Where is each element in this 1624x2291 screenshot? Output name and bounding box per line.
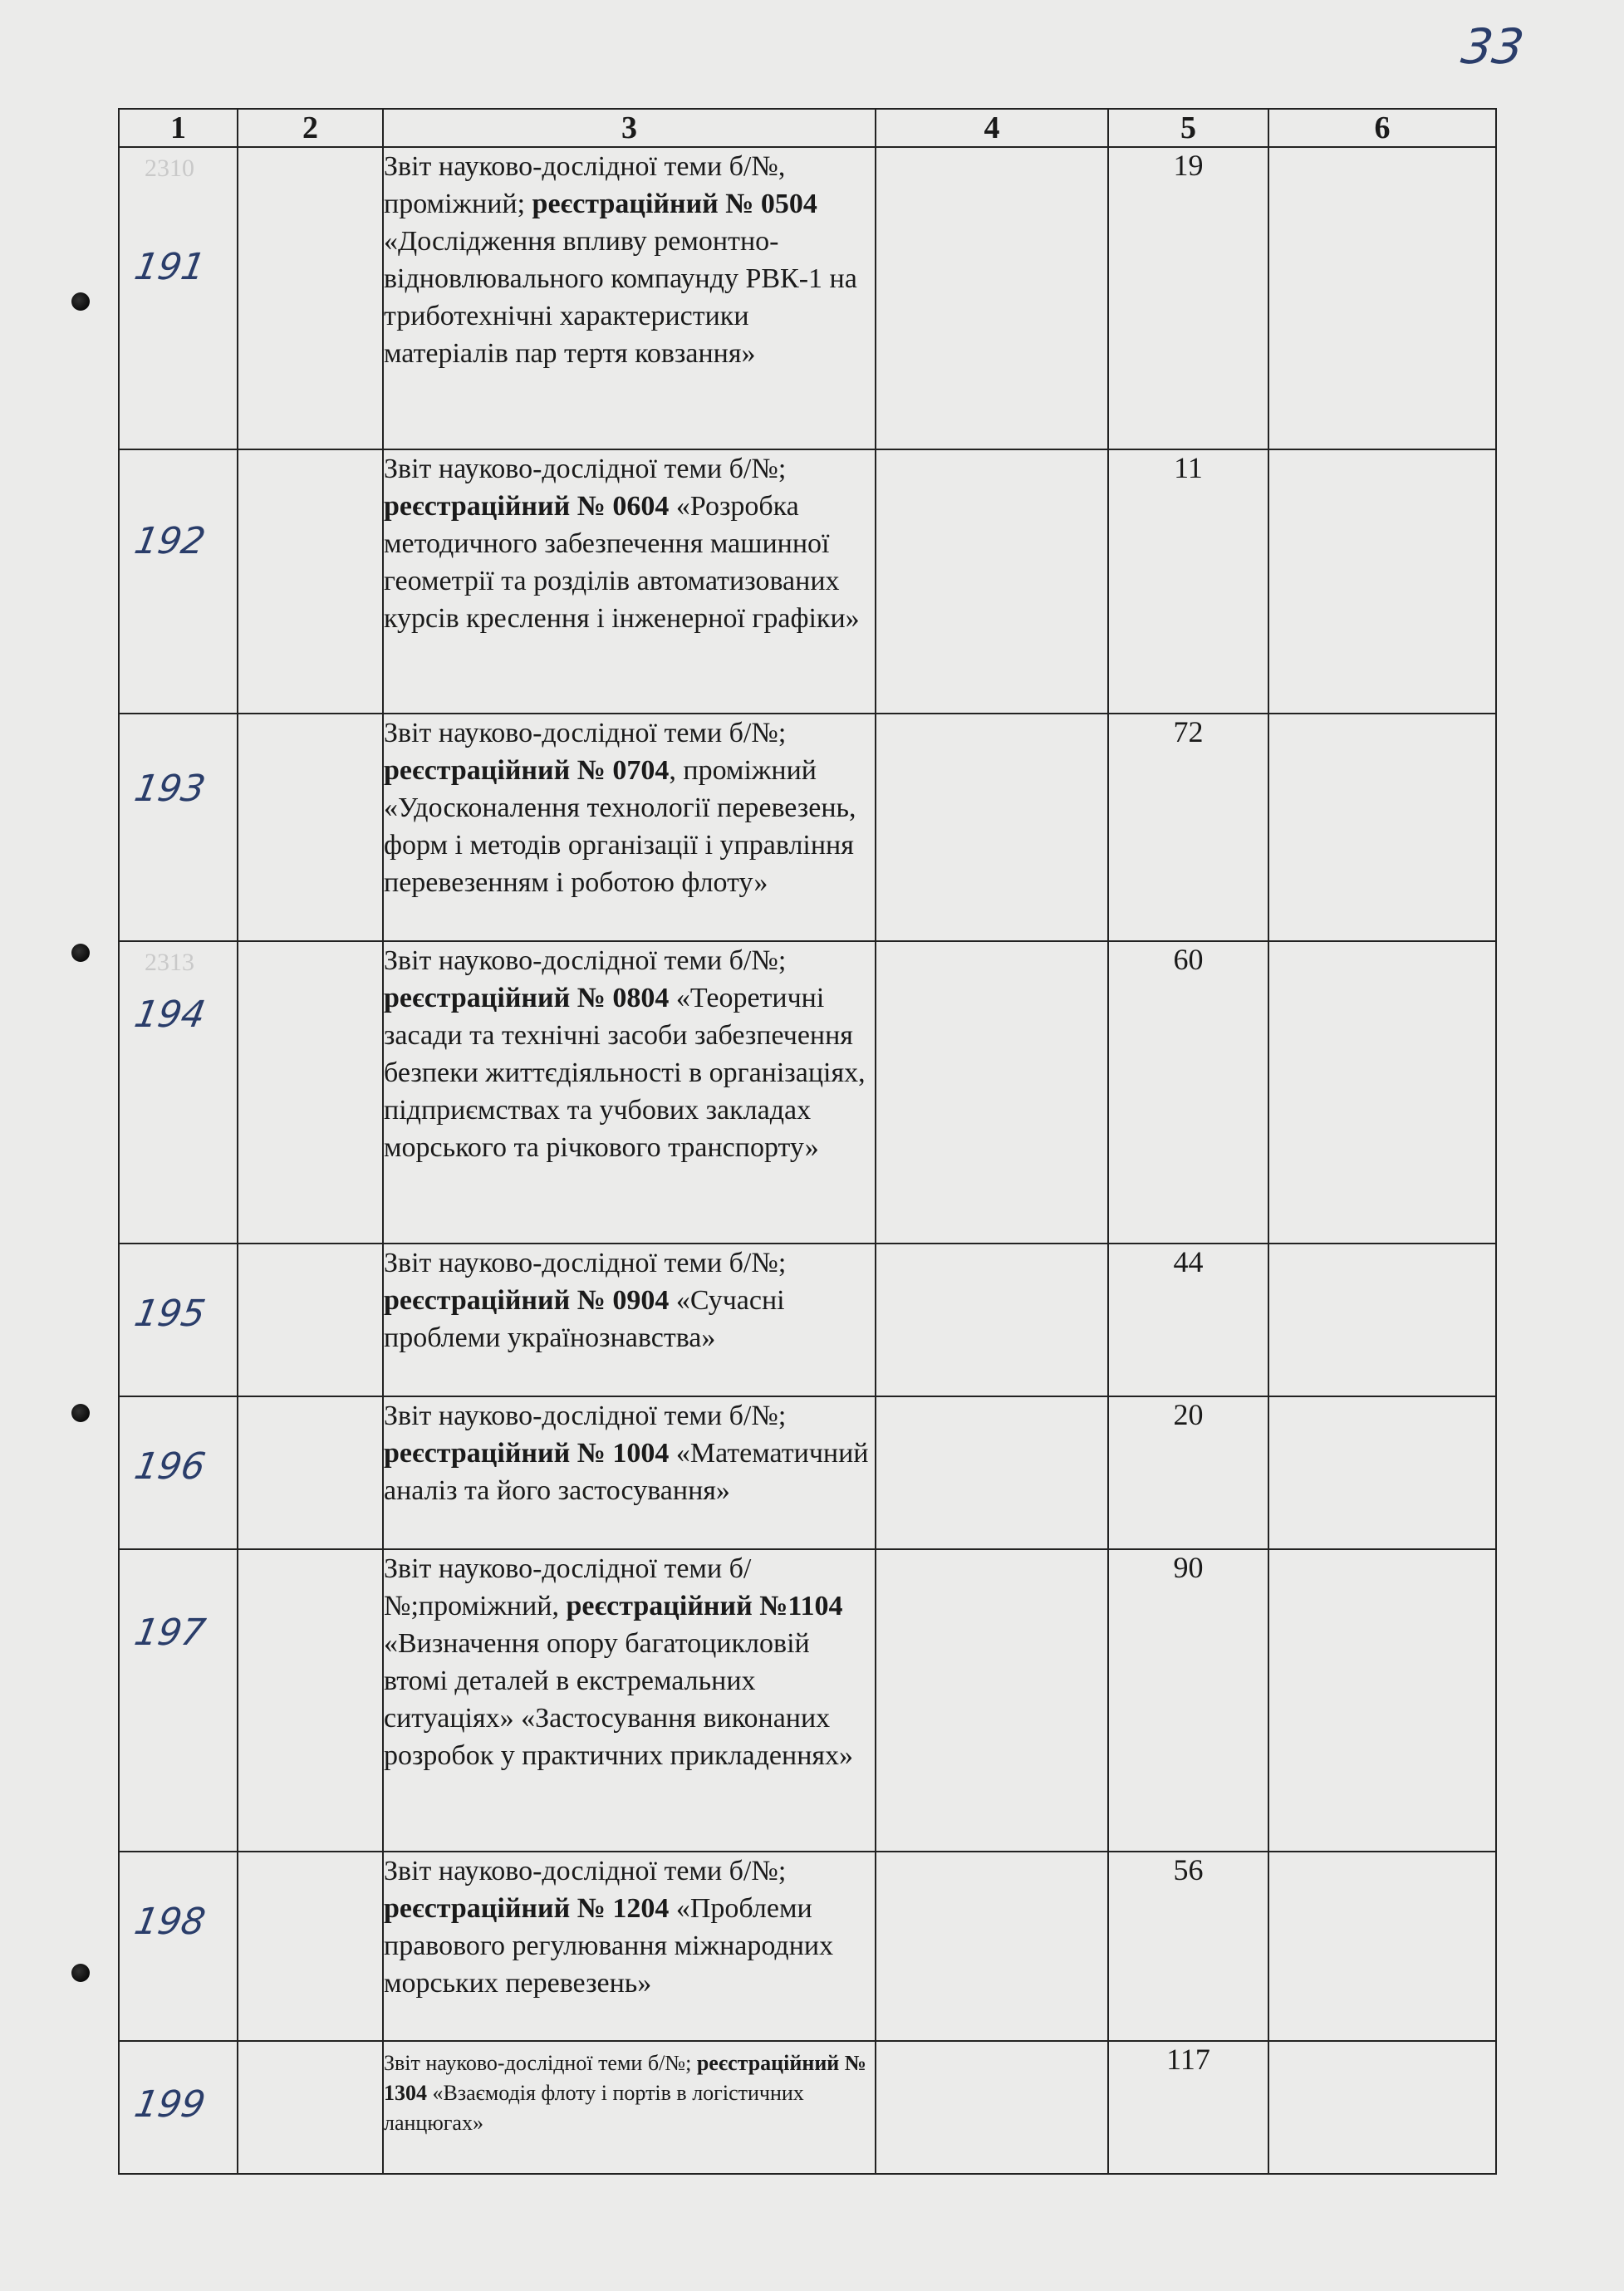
page-count: 19 [1108,147,1268,449]
description-cell: Звіт науково-дослідної теми б/№; реєстраційний № 0704, проміжний «Удосконалення технології перевезень, форм і методів організації і управління перевезенням і роботою флоту» [383,714,876,941]
registry-table [118,108,1497,2175]
row-number: 197 [131,1612,209,1654]
empty-cell [876,449,1108,714]
table-row [119,941,1496,1244]
empty-cell [238,1244,383,1396]
registration-number: реєстраційний № 0904 [384,1285,670,1316]
page-count: 117 [1108,2041,1268,2174]
registration-number: реєстраційний № 1004 [384,1438,670,1469]
empty-cell [1268,1549,1496,1852]
page-count: 20 [1108,1396,1268,1549]
row-number: 191 [131,246,209,288]
table-row [119,1244,1496,1396]
table-row [119,1396,1496,1549]
table-row [119,1549,1496,1852]
empty-cell [238,941,383,1244]
empty-cell [1268,449,1496,714]
empty-cell [876,1244,1108,1396]
row-number: 199 [131,2083,209,2126]
registration-number: реєстраційний № 0804 [384,983,670,1013]
page-count: 72 [1108,714,1268,941]
description-cell: Звіт науково-дослідної теми б/№; реєстраційний № 1004 «Математичний аналіз та його застосування» [383,1396,876,1549]
page-number: 33 [1458,18,1528,75]
row-number: 198 [131,1901,209,1943]
description-cell: Звіт науково-дослідної теми б/№; реєстраційний № 0904 «Сучасні проблеми українознавства» [383,1244,876,1396]
empty-cell [876,1549,1108,1852]
row-number-cell [119,1852,238,2041]
table-row [119,449,1496,714]
column-header: 4 [876,109,1108,147]
empty-cell [1268,941,1496,1244]
description-cell: Звіт науково-дослідної теми б/№; реєстраційний № 1304 «Взаємодія флоту і портів в логістичних ланцюгах» [383,2041,876,2174]
row-number: 193 [131,768,209,810]
table-row [119,1852,1496,2041]
row-number-cell [119,1244,238,1396]
empty-cell [238,1396,383,1549]
row-number-cell [119,2041,238,2174]
registration-number: реєстраційний № 0604 [384,491,670,522]
empty-cell [1268,147,1496,449]
registration-number: реєстраційний № 0704 [384,755,670,786]
empty-cell [1268,1396,1496,1549]
description-cell: Звіт науково-дослідної теми б/№; реєстраційний № 0804 «Теоретичні засади та технічні засоби забезпечення безпеки життєдіяльності в організаціях, підприємствах та учбових закладах морського та річкового транспорту» [383,941,876,1244]
row-number-cell [119,449,238,714]
description-cell: Звіт науково-дослідної теми б/№;проміжний, реєстраційний №1104 «Визначення опору багатоцикловій втомі деталей в екстремальних ситуаціях» «Застосування виконаних розробок у практичних прикладеннях» [383,1549,876,1852]
empty-cell [876,941,1108,1244]
page-count: 44 [1108,1244,1268,1396]
row-number-cell [119,147,238,449]
page-count: 56 [1108,1852,1268,2041]
empty-cell [1268,1852,1496,2041]
page-count: 90 [1108,1549,1268,1852]
empty-cell [238,1852,383,2041]
faded-number: 2313 [145,949,194,976]
registration-number: реєстраційний №1104 [566,1591,843,1621]
column-header: 6 [1268,109,1496,147]
column-header: 5 [1108,109,1268,147]
page-count: 11 [1108,449,1268,714]
registration-number: реєстраційний № 1204 [384,1893,670,1924]
empty-cell [876,2041,1108,2174]
empty-cell [238,714,383,941]
empty-cell [238,147,383,449]
empty-cell [238,449,383,714]
description-cell: Звіт науково-дослідної теми б/№; реєстраційний № 0604 «Розробка методичного забезпечення машинної геометрії та розділів автоматизованих курсів креслення і інженерної графіки» [383,449,876,714]
column-header: 3 [383,109,876,147]
row-number-cell [119,1396,238,1549]
empty-cell [238,1549,383,1852]
row-number: 194 [131,993,209,1036]
empty-cell [876,147,1108,449]
empty-cell [876,1396,1108,1549]
punch-hole [71,944,90,962]
row-number: 192 [131,520,209,562]
row-number-cell [119,714,238,941]
punch-hole [71,292,90,311]
row-number-cell [119,1549,238,1852]
table-row [119,147,1496,449]
table-row [119,714,1496,941]
registration-number: реєстраційний № 0504 [532,189,817,219]
punch-hole [71,1964,90,1982]
row-number: 196 [131,1445,209,1488]
empty-cell [238,2041,383,2174]
punch-hole [71,1404,90,1422]
header-row [119,109,1496,147]
registration-number: реєстраційний № 1304 [384,2051,866,2105]
page-count: 60 [1108,941,1268,1244]
column-header: 1 [119,109,238,147]
empty-cell [876,714,1108,941]
row-number: 195 [131,1293,209,1335]
column-header: 2 [238,109,383,147]
empty-cell [1268,1244,1496,1396]
description-cell: Звіт науково-дослідної теми б/№; реєстраційний № 1204 «Проблеми правового регулювання міжнародних морських перевезень» [383,1852,876,2041]
faded-number: 2310 [145,155,194,182]
description-cell: Звіт науково-дослідної теми б/№, проміжний; реєстраційний № 0504 «Дослідження впливу ремонтно-відновлювального компаунду РВК-1 на триботехнічні характеристики матеріалів пар тертя ковзання» [383,147,876,449]
row-number-cell [119,941,238,1244]
empty-cell [1268,2041,1496,2174]
empty-cell [876,1852,1108,2041]
empty-cell [1268,714,1496,941]
table-row [119,2041,1496,2174]
